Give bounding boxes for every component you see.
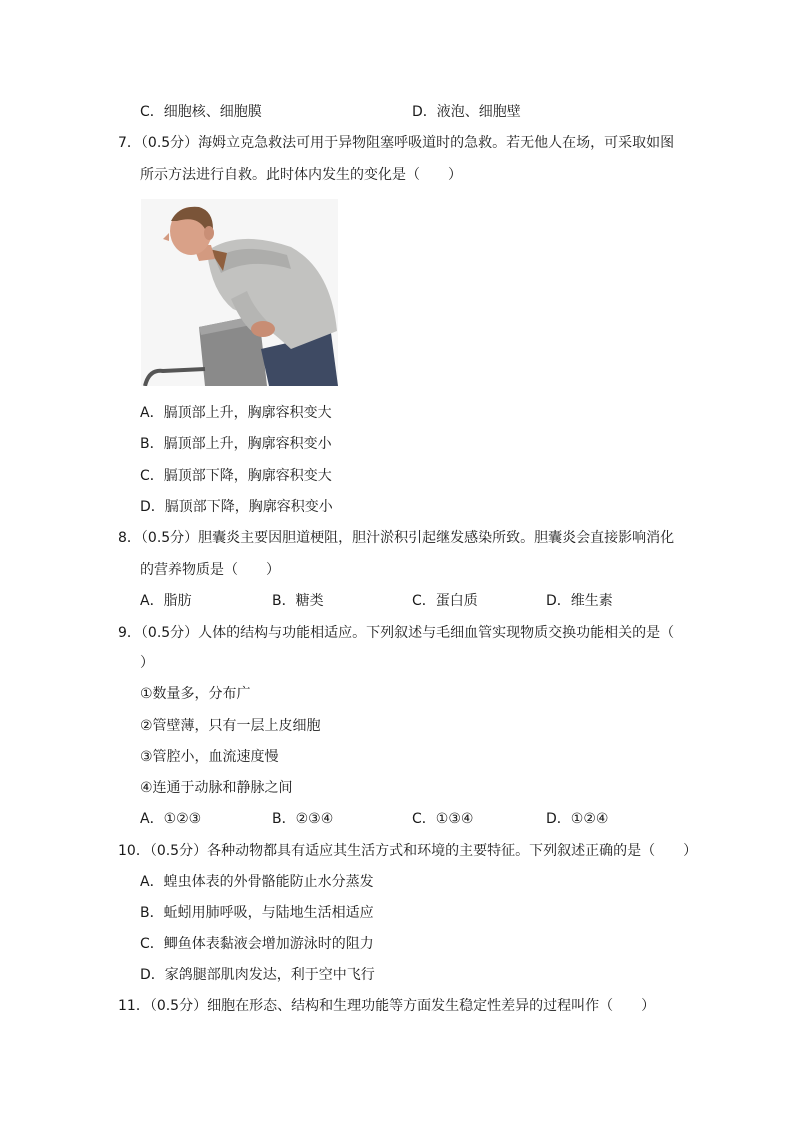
- q7-option-b: B．膈顶部上升，胸廓容积变小: [140, 436, 332, 452]
- q10-stem-line1: 10．（0.5分）各种动物都具有适应其生活方式和环境的主要特征。下列叙述正确的是（ ）: [118, 843, 698, 859]
- q10-option-d: D．家鸽腿部肌肉发达，利于空中飞行: [140, 967, 375, 983]
- q7-stem-line2: 所示方法进行自救。此时体内发生的变化是（ ）: [140, 167, 462, 183]
- q9-statement-2: ②管壁薄，只有一层上皮细胞: [140, 718, 321, 734]
- q8-option-b: B．糖类: [272, 593, 324, 609]
- q7-stem-line1: 7．（0.5分）海姆立克急救法可用于异物阻塞呼吸道时的急救。若无他人在场，可采取如图: [118, 135, 675, 151]
- q9-statement-3: ③管腔小，血流速度慢: [140, 749, 279, 765]
- q9-option-c: C．①③④: [412, 811, 474, 827]
- q9-stem-line2: ）: [140, 655, 154, 671]
- q8-stem-line1: 8．（0.5分）胆囊炎主要因胆道梗阻，胆汁淤积引起继发感染所致。胆囊炎会直接影响消化: [118, 530, 675, 546]
- q9-option-b: B．②③④: [272, 811, 334, 827]
- q8-option-d: D．维生素: [546, 593, 613, 609]
- q6-option-d: D．液泡、细胞壁: [412, 104, 521, 120]
- q9-options-row: [0, 809, 794, 829]
- q8-options-row: [0, 591, 794, 611]
- q9-statement-4: ④连通于动脉和静脉之间: [140, 780, 293, 796]
- q7-option-c: C．膈顶部下降，胸廓容积变大: [140, 468, 332, 484]
- q9-option-d: D．①②④: [546, 811, 609, 827]
- q8-stem-line2: 的营养物质是（ ）: [140, 562, 280, 578]
- q11-stem-line1: 11．（0.5分）细胞在形态、结构和生理功能等方面发生稳定性差异的过程叫作（ ）: [118, 998, 656, 1014]
- q7-option-a: A．膈顶部上升，胸廓容积变大: [140, 405, 332, 421]
- q8-option-c: C．蛋白质: [412, 593, 478, 609]
- q9-stem-line1: 9．（0.5分）人体的结构与功能相适应。下列叙述与毛细血管实现物质交换功能相关的是（: [118, 625, 675, 641]
- q8-option-a: A．脂肪: [140, 593, 192, 609]
- q10-option-a: A．蝗虫体表的外骨骼能防止水分蒸发: [140, 874, 374, 890]
- q10-option-c: C．鲫鱼体表黏液会增加游泳时的阻力: [140, 936, 374, 952]
- q6-option-c: C．细胞核、细胞膜: [140, 104, 262, 120]
- q9-statement-1: ①数量多，分布广: [140, 686, 251, 702]
- q6-options-row: [0, 102, 794, 122]
- q10-option-b: B．蚯蚓用肺呼吸，与陆地生活相适应: [140, 905, 374, 921]
- heimlich-self-rescue-figure: [141, 199, 338, 386]
- q9-option-a: A．①②③: [140, 811, 202, 827]
- q7-option-d: D．膈顶部下降，胸廓容积变小: [140, 499, 333, 515]
